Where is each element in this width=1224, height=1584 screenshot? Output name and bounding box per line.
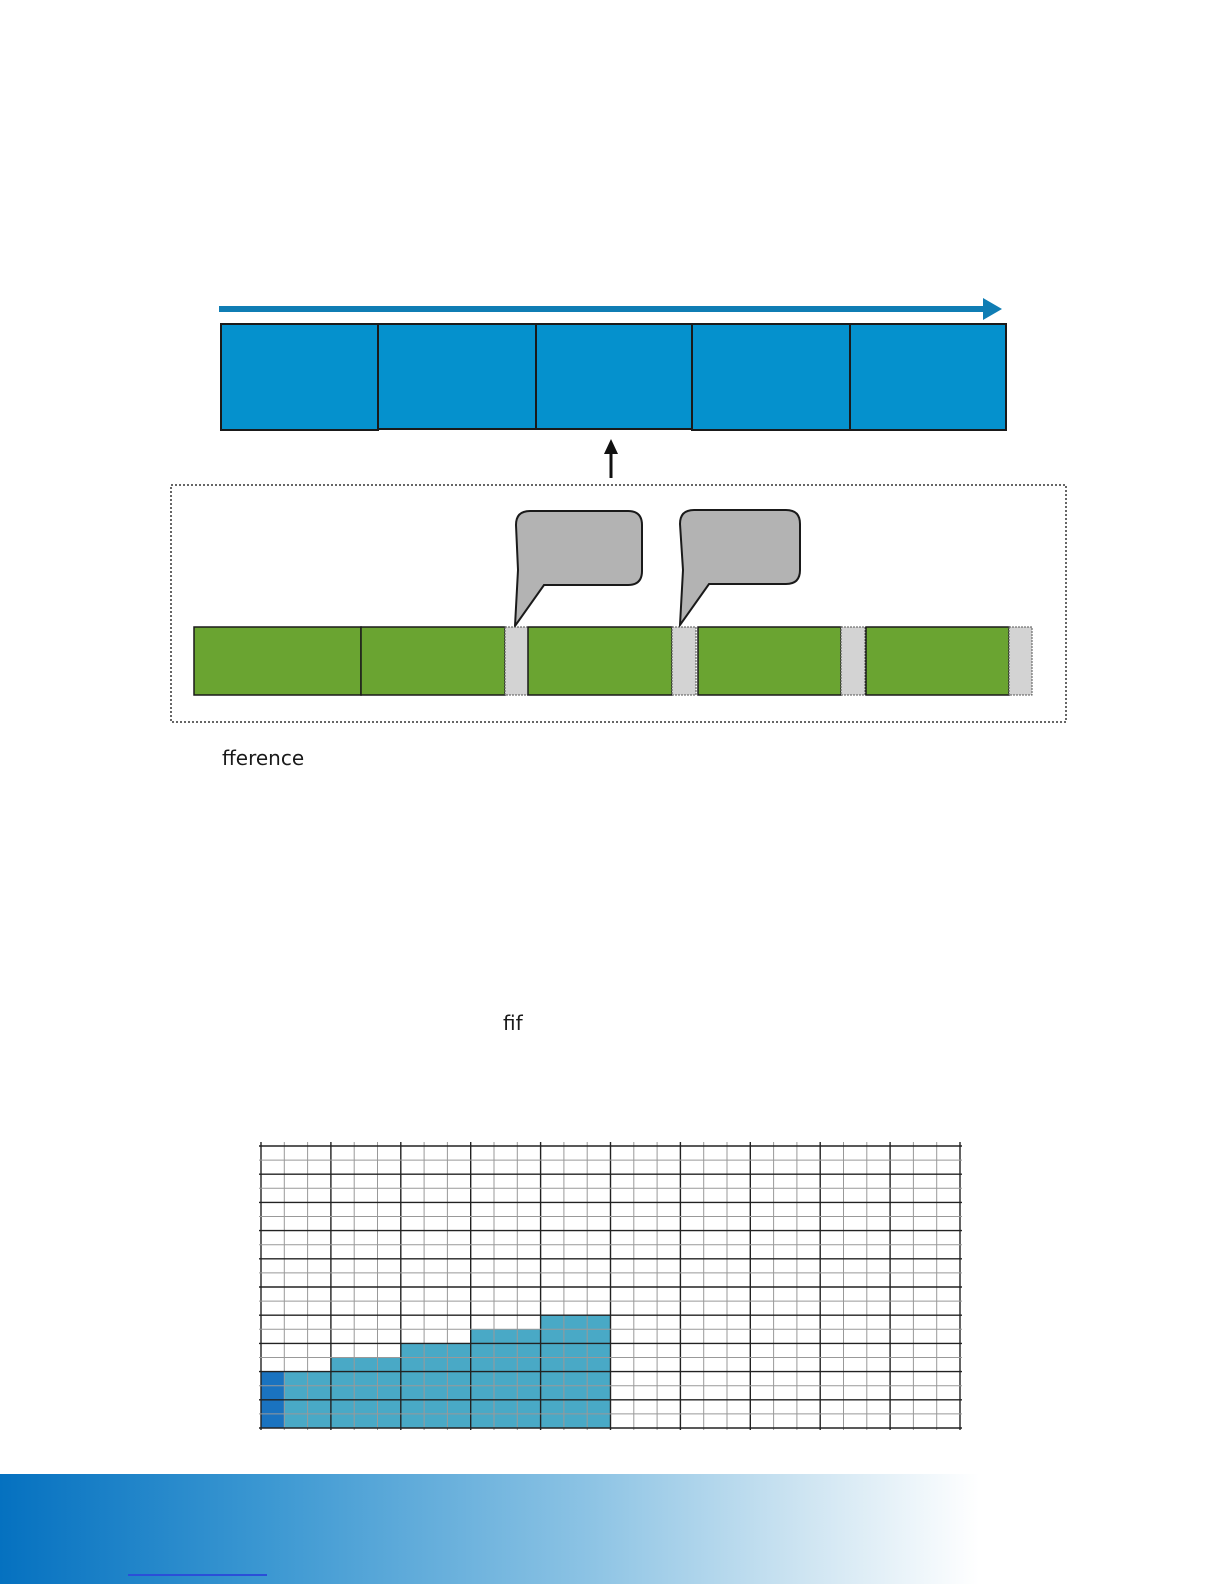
footer-gradient-band [0,1474,1224,1584]
green-block-row [194,627,1032,695]
bar-12 [517,1329,541,1428]
grid-chart [258,1138,966,1430]
top-block-5 [850,324,1006,430]
timeline-arrow-head [983,298,1002,320]
text-fragment-ligature: fif [503,1011,523,1035]
gap-4 [1009,627,1032,695]
top-block-row [221,324,1006,430]
top-block-2 [378,324,536,429]
top-block-3 [536,324,692,429]
top-block-1 [221,324,378,430]
top-block-4 [692,324,850,430]
bar-11 [494,1329,518,1428]
gap-2 [672,627,696,695]
bar-5 [354,1358,378,1429]
bar-6 [378,1358,402,1429]
bar-10 [471,1329,495,1428]
green-block-5 [866,627,1009,695]
gap-1 [505,627,528,695]
green-block-3 [528,627,672,695]
up-arrow-head [604,439,618,454]
callout-2 [680,510,800,625]
green-block-2 [361,627,505,695]
green-block-4 [698,627,841,695]
gap-3 [841,627,865,695]
callout-1 [515,511,642,626]
green-block-1 [194,627,361,695]
bar-4 [331,1358,355,1429]
footer-link-underline[interactable] [128,1574,267,1576]
text-fragment-difference: fference [222,746,305,770]
diagram [0,0,1224,760]
